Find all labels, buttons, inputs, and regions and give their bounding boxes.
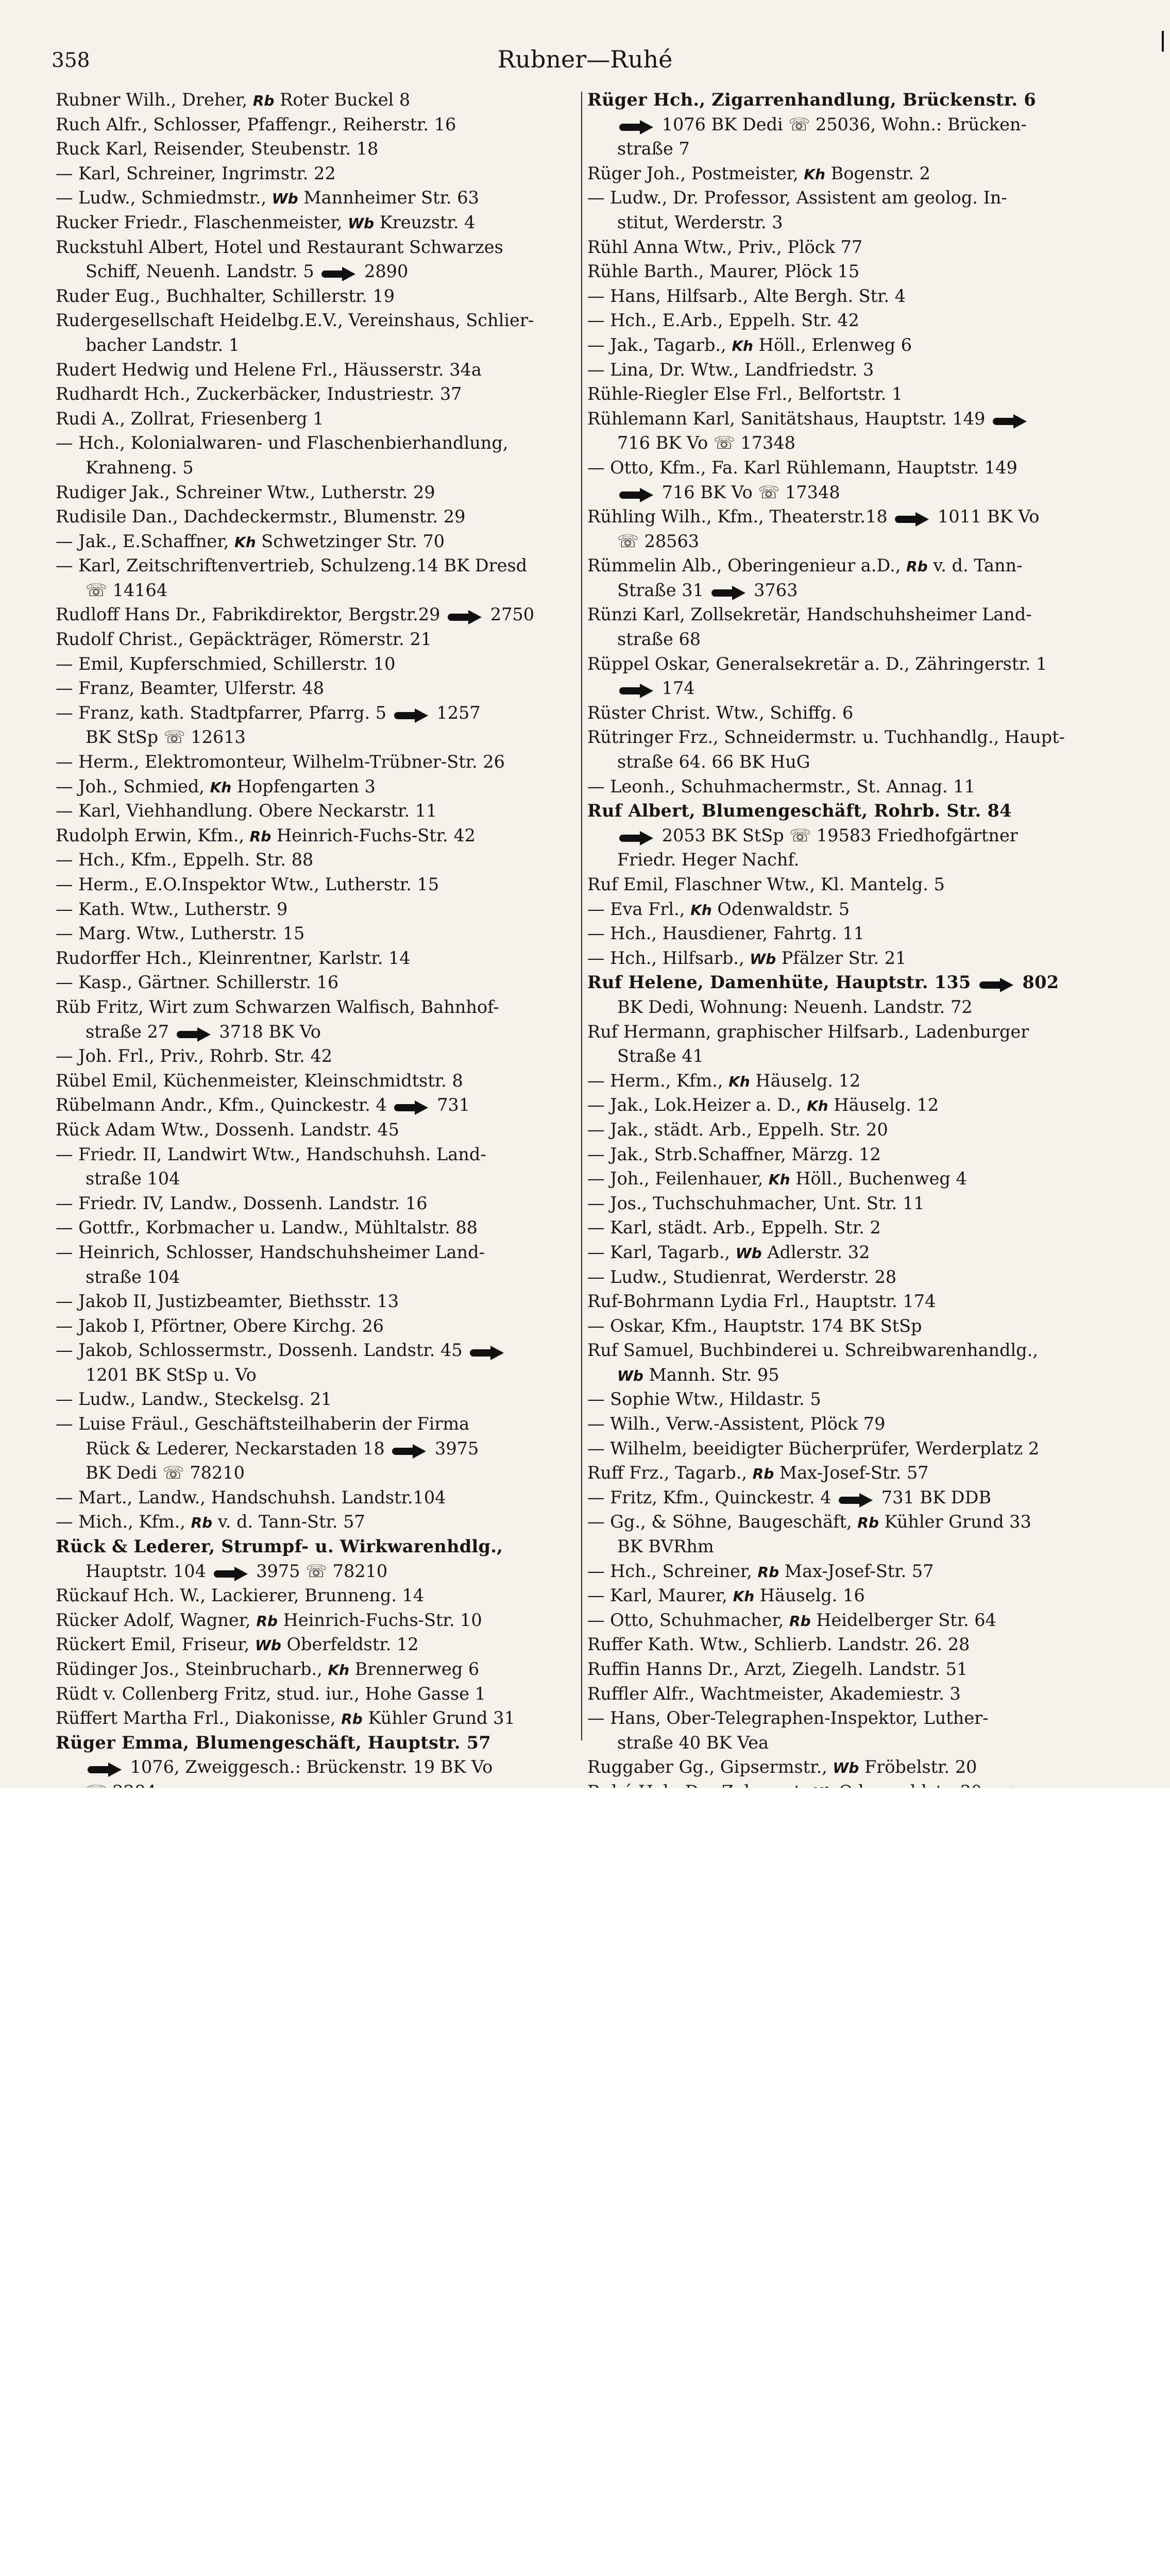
right-entry-line: straße 64. 66 BK HuG — [617, 752, 810, 772]
district-abbr: Rb — [857, 1514, 879, 1532]
left-entry-line: BK Dedi ☏ 78210 — [86, 1463, 245, 1483]
right-entry-line: — Karl, Maurer, Kh Häuselg. 16 — [587, 1585, 865, 1606]
telephone-arrow-icon — [177, 1030, 211, 1039]
right-entry-line: Ruf Helene, Damenhüte, Hauptstr. 135 802 — [587, 972, 1059, 993]
left-entry-line: — Jakob II, Justizbeamter, Biethsstr. 13 — [56, 1291, 399, 1312]
right-entry-line: — Jak., Lok.Heizer a. D., Kh Häuselg. 12 — [587, 1095, 939, 1115]
right-entry-line: — Jos., Tuchschuhmacher, Unt. Str. 11 — [587, 1193, 925, 1213]
district-abbr: Kh — [328, 1662, 350, 1679]
left-column — [56, 88, 572, 1828]
district-abbr: Rb — [757, 1563, 779, 1581]
right-entry-line: 716 BK Vo ☏ 17348 — [617, 433, 795, 453]
postal-check-icon: ☏ — [789, 825, 811, 845]
right-entry-line: straße 68 — [617, 629, 701, 650]
district-abbr: Kh — [768, 1171, 790, 1189]
right-entry-line: Ruffin Hanns Dr., Arzt, Ziegelh. Landstr. 51 — [587, 1659, 968, 1679]
telephone-arrow-icon — [394, 711, 428, 720]
right-entry-line: — Herm., Kfm., Kh Häuselg. 12 — [587, 1070, 861, 1091]
district-abbr: Wb — [617, 1367, 643, 1384]
right-entry-line: — Eva Frl., Kh Odenwaldstr. 5 — [587, 899, 850, 919]
left-entry-line: Rudi A., Zollrat, Friesenberg 1 — [56, 408, 324, 429]
right-entry-line: — Sophie Wtw., Hildastr. 5 — [587, 1389, 821, 1410]
left-entry-line: — Jakob, Schlossermstr., Dossenh. Landstr. 45 — [56, 1338, 572, 1363]
district-abbr: Kh — [733, 1588, 755, 1605]
district-abbr: Rb — [249, 827, 272, 845]
right-entry-line: — Otto, Kfm., Fa. Karl Rühlemann, Hauptstr. 149 — [587, 457, 1018, 478]
left-entry-line: Rück & Lederer, Strumpf- u. Wirkwarenhdlg., — [56, 1536, 503, 1557]
right-entry-line: Rühle Barth., Maurer, Plöck 15 — [587, 261, 860, 282]
right-column — [587, 88, 1116, 1828]
telephone-arrow-icon — [711, 589, 745, 597]
left-entry-line: — Herm., E.O.Inspektor Wtw., Lutherstr. 15 — [56, 874, 439, 894]
right-entry-line: Rüger Joh., Postmeister, Kh Bogenstr. 2 — [587, 163, 930, 183]
left-entry-line: — Luise Fräul., Geschäftsteilhaberin der Firma — [56, 1414, 470, 1434]
right-entry-line: Straße 31 3763 — [617, 580, 798, 600]
right-entry-line: — Ludw., Dr. Professor, Assistent am geolog. In- — [587, 188, 1007, 208]
telephone-arrow-icon — [470, 1349, 504, 1357]
right-entry-line: — Wilh., Verw.-Assistent, Plöck 79 — [587, 1414, 886, 1434]
right-entry-line: Ruf Albert, Blumengeschäft, Rohrb. Str. 84 — [587, 801, 1012, 821]
right-entry-line: Ruffer Kath. Wtw., Schlierb. Landstr. 26. 28 — [587, 1634, 970, 1655]
district-abbr: Rb — [906, 558, 928, 575]
left-entry-line: — Franz, Beamter, Ulferstr. 48 — [56, 678, 325, 699]
left-entry-line: — Ludw., Schmiedmstr., Wb Mannheimer Str. 63 — [56, 188, 479, 208]
left-entry-line: — Heinrich, Schlosser, Handschuhsheimer Land- — [56, 1242, 485, 1262]
right-entry-line: 1076 BK Dedi ☏ 25036, Wohn.: Brücken- — [587, 112, 1116, 137]
telephone-arrow-icon — [619, 687, 653, 695]
left-entry-line: Rudloff Hans Dr., Fabrikdirektor, Bergstr.29 2750 — [56, 604, 535, 625]
right-entry-line: — Karl, städt. Arb., Eppelh. Str. 2 — [587, 1217, 881, 1238]
right-entry-line: BK Dedi, Wohnung: Neuenh. Landstr. 72 — [617, 996, 973, 1017]
right-entry-line: straße 40 BK Vea — [617, 1732, 769, 1753]
telephone-arrow-icon — [321, 270, 355, 278]
district-abbr: Wb — [255, 1637, 281, 1654]
postal-check-icon: ☏ — [162, 1463, 184, 1483]
left-entry-line: Rudergesellschaft Heidelbg.E.V., Vereinshaus, Schlier- — [56, 310, 534, 331]
right-entry-line: Ruggaber Gg., Gipsermstr., Wb Fröbelstr. 20 — [587, 1757, 977, 1777]
left-entry-line: — Joh., Schmied, Kh Hopfengarten 3 — [56, 776, 376, 796]
left-entry-line: — Jakob I, Pförtner, Obere Kirchg. 26 — [56, 1315, 384, 1336]
left-entry-line: Ruch Alfr., Schlosser, Pfaffengr., Reiherstr. 16 — [56, 114, 456, 134]
left-entry-line: — Franz, kath. Stadtpfarrer, Pfarrg. 5 1257 — [56, 702, 481, 723]
district-abbr: Rb — [752, 1465, 774, 1483]
right-entry-line: Ruff Frz., Tagarb., Rb Max-Josef-Str. 57 — [587, 1463, 929, 1483]
right-entry-line: Ruf Emil, Flaschner Wtw., Kl. Mantelg. 5 — [587, 874, 945, 894]
telephone-arrow-icon — [214, 1570, 248, 1578]
left-entry-line: — Friedr. IV, Landw., Dossenh. Landstr. 16 — [56, 1193, 428, 1213]
left-entry-line: — Karl, Zeitschriftenvertrieb, Schulzeng.14 BK Dresd — [56, 555, 528, 576]
district-abbr: Kh — [690, 901, 712, 919]
left-entry-line: — Kath. Wtw., Lutherstr. 9 — [56, 899, 288, 919]
left-entry-line: Rüb Fritz, Wirt zum Schwarzen Walfisch, Bahnhof- — [56, 996, 499, 1017]
telephone-arrow-icon — [895, 515, 929, 523]
left-entry-line: 1201 BK StSp u. Vo — [86, 1364, 257, 1385]
left-entry-line: Rübel Emil, Küchenmeister, Kleinschmidtstr. 8 — [56, 1070, 463, 1091]
right-entry-line: Rüster Christ. Wtw., Schiffg. 6 — [587, 702, 854, 723]
right-entry-line: Wb Mannh. Str. 95 — [617, 1364, 779, 1385]
left-entry-line: Rudolph Erwin, Kfm., Rb Heinrich-Fuchs-Str. 42 — [56, 825, 476, 845]
left-entry-line: Rubner Wilh., Dreher, Rb Roter Buckel 8 — [56, 90, 411, 110]
column-divider — [581, 92, 582, 1740]
right-entry-line: 2053 BK StSp ☏ 19583 Friedhofgärtner — [587, 823, 1116, 848]
left-entry-line: Rücker Adolf, Wagner, Rb Heinrich-Fuchs-Str. 10 — [56, 1609, 482, 1630]
right-entry-line: straße 7 — [617, 139, 690, 159]
right-entry-line: Rünzi Karl, Zollsekretär, Handschuhsheimer Land- — [587, 604, 1032, 625]
right-entry-line: Ruf Hermann, graphischer Hilfsarb., Ladenburger — [587, 1021, 1029, 1042]
left-entry-line: 1076, Zweiggesch.: Brückenstr. 19 BK Vo — [56, 1755, 572, 1780]
right-entry-line: Rühlemann Karl, Sanitätshaus, Hauptstr. 149 — [587, 406, 1116, 431]
right-entry-line: — Joh., Feilenhauer, Kh Höll., Buchenweg 4 — [587, 1168, 967, 1189]
telephone-arrow-icon — [394, 1104, 428, 1112]
telephone-arrow-icon — [993, 417, 1027, 426]
left-entry-line: Rudert Hedwig und Helene Frl., Häusserstr. 34a — [56, 359, 482, 380]
left-entry-line: — Friedr. II, Landwirt Wtw., Handschuhsh. Land- — [56, 1144, 486, 1164]
postal-check-icon: ☏ — [788, 114, 810, 134]
telephone-arrow-icon — [619, 491, 653, 499]
right-entry-line: — Jak., Tagarb., Kh Höll., Erlenweg 6 — [587, 334, 912, 355]
district-abbr: Kh — [806, 1097, 828, 1115]
district-abbr: Wb — [833, 1759, 859, 1777]
left-entry-line: Rück & Lederer, Neckarstaden 18 3975 — [86, 1438, 479, 1459]
right-entry-line: — Jak., Strb.Schaffner, Märzg. 12 — [587, 1144, 881, 1164]
right-entry-line: — Wilhelm, beeidigter Bücherprüfer, Werderplatz 2 — [587, 1438, 1040, 1459]
right-entry-line: — Gg., & Söhne, Baugeschäft, Rb Kühler Grund 33 — [587, 1512, 1031, 1532]
left-entry-line: Rucker Friedr., Flaschenmeister, Wb Kreuzstr. 4 — [56, 212, 476, 232]
district-abbr: Kh — [234, 533, 256, 551]
left-entry-line: straße 104 — [86, 1168, 180, 1189]
left-entry-line: — Ludw., Landw., Steckelsg. 21 — [56, 1389, 332, 1410]
right-entry-line: Rüger Hch., Zigarrenhandlung, Brückenstr. 6 — [587, 90, 1036, 110]
left-entry-line: — Mart., Landw., Handschuhsh. Landstr.104 — [56, 1487, 446, 1507]
right-entry-line: Rühl Anna Wtw., Priv., Plöck 77 — [587, 236, 863, 257]
right-entry-line: — Jak., städt. Arb., Eppelh. Str. 20 — [587, 1119, 888, 1140]
district-abbr: Wb — [348, 214, 375, 232]
right-entry-line: Rühle-Riegler Else Frl., Belfortstr. 1 — [587, 384, 903, 404]
left-entry-line: Hauptstr. 104 3975 ☏ 78210 — [86, 1561, 388, 1581]
page-number: 358 — [52, 49, 90, 72]
postal-check-icon: ☏ — [713, 433, 735, 453]
right-entry-line: Rümmelin Alb., Oberingenieur a.D., Rb v. d. Tann- — [587, 555, 1023, 576]
district-abbr: Wb — [750, 950, 776, 968]
left-entry-line: Rück Adam Wtw., Dossenh. Landstr. 45 — [56, 1119, 399, 1140]
left-entry-line: Rüdinger Jos., Steinbrucharb., Kh Brennerweg 6 — [56, 1659, 480, 1679]
telephone-arrow-icon — [448, 613, 482, 621]
district-abbr: Wb — [735, 1244, 762, 1262]
left-entry-line: — Hch., Kfm., Eppelh. Str. 88 — [56, 850, 314, 870]
district-abbr: Wb — [272, 190, 298, 208]
right-entry-line: — Hch., Hausdiener, Fahrtg. 11 — [587, 923, 864, 944]
right-entry-line: Ruf-Bohrmann Lydia Frl., Hauptstr. 174 — [587, 1291, 936, 1312]
left-entry-line: — Herm., Elektromonteur, Wilhelm-Trübner-Str. 26 — [56, 752, 505, 772]
district-abbr: Kh — [732, 337, 753, 354]
right-entry-line: Ruf Samuel, Buchbinderei u. Schreibwarenhandlg., — [587, 1340, 1038, 1361]
right-entry-line: Straße 41 — [617, 1046, 704, 1066]
left-entry-line: — Karl, Viehhandlung. Obere Neckarstr. 11 — [56, 801, 437, 821]
footer — [0, 1788, 1170, 1891]
right-entry-line: 174 — [587, 676, 1116, 701]
right-entry-line: Rütringer Frz., Schneidermstr. u. Tuchhandlg., Haupt- — [587, 727, 1065, 748]
right-entry-line: — Oskar, Kfm., Hauptstr. 174 BK StSp — [587, 1315, 922, 1336]
left-entry-line: BK StSp ☏ 12613 — [86, 727, 246, 748]
right-entry-line: — Hch., Hilfsarb., Wb Pfälzer Str. 21 — [587, 947, 907, 968]
right-entry-line: — Fritz, Kfm., Quinckestr. 4 731 BK DDB — [587, 1487, 992, 1507]
left-entry-line: Rudolf Christ., Gepäckträger, Römerstr. 21 — [56, 629, 432, 650]
left-entry-line: straße 104 — [86, 1266, 180, 1287]
right-entry-line: Friedr. Heger Nachf. — [617, 850, 800, 870]
telephone-arrow-icon — [619, 123, 653, 131]
left-entry-line: — Jak., E.Schaffner, Kh Schwetzinger Str. 70 — [56, 531, 445, 551]
telephone-arrow-icon — [619, 834, 653, 842]
district-abbr: Rb — [191, 1514, 213, 1532]
right-entry-line: — Hans, Hilfsarb., Alte Bergh. Str. 4 — [587, 285, 906, 306]
left-entry-line: — Hch., Kolonialwaren- und Flaschenbierhandlung, — [56, 433, 508, 453]
district-abbr: Rb — [252, 92, 275, 109]
right-entry-line: — Hch., E.Arb., Eppelh. Str. 42 — [587, 310, 859, 331]
right-entry-line: stitut, Werderstr. 3 — [617, 212, 783, 232]
left-entry-line: — Mich., Kfm., Rb v. d. Tann-Str. 57 — [56, 1512, 365, 1532]
left-entry-line: Ruckstuhl Albert, Hotel und Restaurant Schwarzes — [56, 236, 503, 257]
left-entry-line: Rübelmann Andr., Kfm., Quinckestr. 4 731 — [56, 1095, 470, 1115]
district-abbr: Rb — [789, 1612, 811, 1630]
left-entry-line: — Joh. Frl., Priv., Rohrb. Str. 42 — [56, 1046, 333, 1066]
left-entry-line: bacher Landstr. 1 — [86, 334, 240, 355]
left-entry-line: Rüger Emma, Blumengeschäft, Hauptstr. 57 — [56, 1732, 491, 1753]
left-entry-line: Rüdt v. Collenberg Fritz, stud. iur., Hohe Gasse 1 — [56, 1683, 486, 1704]
postal-check-icon: ☏ — [306, 1561, 328, 1581]
right-entry-line: BK BVRhm — [617, 1536, 714, 1557]
postal-check-icon: ☏ — [617, 531, 639, 551]
left-entry-line: ☏ 14164 — [86, 580, 168, 600]
left-entry-line: Rudhardt Hch., Zuckerbäcker, Industriestr. 37 — [56, 384, 462, 404]
right-entry-line: — Otto, Schuhmacher, Rb Heidelberger Str. 64 — [587, 1609, 996, 1630]
left-entry-line: — Karl, Schreiner, Ingrimstr. 22 — [56, 163, 336, 183]
left-entry-line: Rudisile Dan., Dachdeckermstr., Blumenstr. 29 — [56, 506, 466, 527]
district-abbr: Kh — [728, 1073, 750, 1090]
left-entry-line: Rüffert Martha Frl., Diakonisse, Rb Kühler Grund 31 — [56, 1708, 515, 1728]
right-entry-line: — Leonh., Schuhmachermstr., St. Annag. 11 — [587, 776, 975, 796]
postal-check-icon: ☏ — [86, 580, 107, 600]
running-header: Rubner—Ruhé — [497, 45, 673, 73]
telephone-arrow-icon — [88, 1766, 122, 1774]
postal-check-icon: ☏ — [163, 727, 185, 748]
right-entry-line: — Ludw., Studienrat, Werderstr. 28 — [587, 1266, 897, 1287]
left-entry-line: — Emil, Kupferschmied, Schillerstr. 10 — [56, 653, 396, 674]
left-entry-line: straße 27 3718 BK Vo — [86, 1021, 321, 1042]
left-entry-line: Ruder Eug., Buchhalter, Schillerstr. 19 — [56, 285, 395, 306]
right-entry-line: ☏ 28563 — [617, 531, 700, 551]
left-entry-line: — Marg. Wtw., Lutherstr. 15 — [56, 923, 305, 944]
right-entry-line: — Hans, Ober-Telegraphen-Inspektor, Luther- — [587, 1708, 989, 1728]
left-entry-line: — Kasp., Gärtner. Schillerstr. 16 — [56, 972, 339, 993]
left-entry-line: — Gottfr., Korbmacher u. Landw., Mühltalstr. 88 — [56, 1217, 478, 1238]
right-entry-line: Rühling Wilh., Kfm., Theaterstr.18 1011 BK Vo — [587, 506, 1040, 527]
district-abbr: Rb — [256, 1612, 278, 1630]
district-abbr: Kh — [210, 778, 232, 796]
left-entry-line: Krahneng. 5 — [86, 457, 194, 478]
right-entry-line: Rüppel Oskar, Generalsekretär a. D., Zähringerstr. 1 — [587, 653, 1047, 674]
right-entry-line: 716 BK Vo ☏ 17348 — [587, 480, 1116, 505]
left-entry-line: Rudiger Jak., Schreiner Wtw., Lutherstr. 29 — [56, 482, 435, 502]
district-abbr: Kh — [804, 165, 825, 183]
right-entry-line: — Lina, Dr. Wtw., Landfriedstr. 3 — [587, 359, 874, 380]
telephone-arrow-icon — [392, 1447, 426, 1455]
left-entry-line: Rudorffer Hch., Kleinrentner, Karlstr. 14 — [56, 947, 411, 968]
left-entry-line: Schiff, Neuenh. Landstr. 5 2890 — [86, 261, 409, 282]
left-entry-line: Rückert Emil, Friseur, Wb Oberfeldstr. 12 — [56, 1634, 419, 1655]
district-abbr: Rb — [341, 1710, 363, 1728]
postal-check-icon: ☏ — [758, 482, 780, 502]
telephone-arrow-icon — [839, 1496, 873, 1504]
right-entry-line: — Hch., Schreiner, Rb Max-Josef-Str. 57 — [587, 1561, 934, 1581]
right-entry-line: Ruffler Alfr., Wachtmeister, Akademiestr. 3 — [587, 1683, 961, 1704]
left-entry-line: Rückauf Hch. W., Lackierer, Brunneng. 14 — [56, 1585, 425, 1606]
page-edge-mark — [1162, 31, 1164, 52]
telephone-arrow-icon — [979, 981, 1013, 989]
left-entry-line: Ruck Karl, Reisender, Steubenstr. 18 — [56, 139, 379, 159]
right-entry-line: — Karl, Tagarb., Wb Adlerstr. 32 — [587, 1242, 870, 1262]
